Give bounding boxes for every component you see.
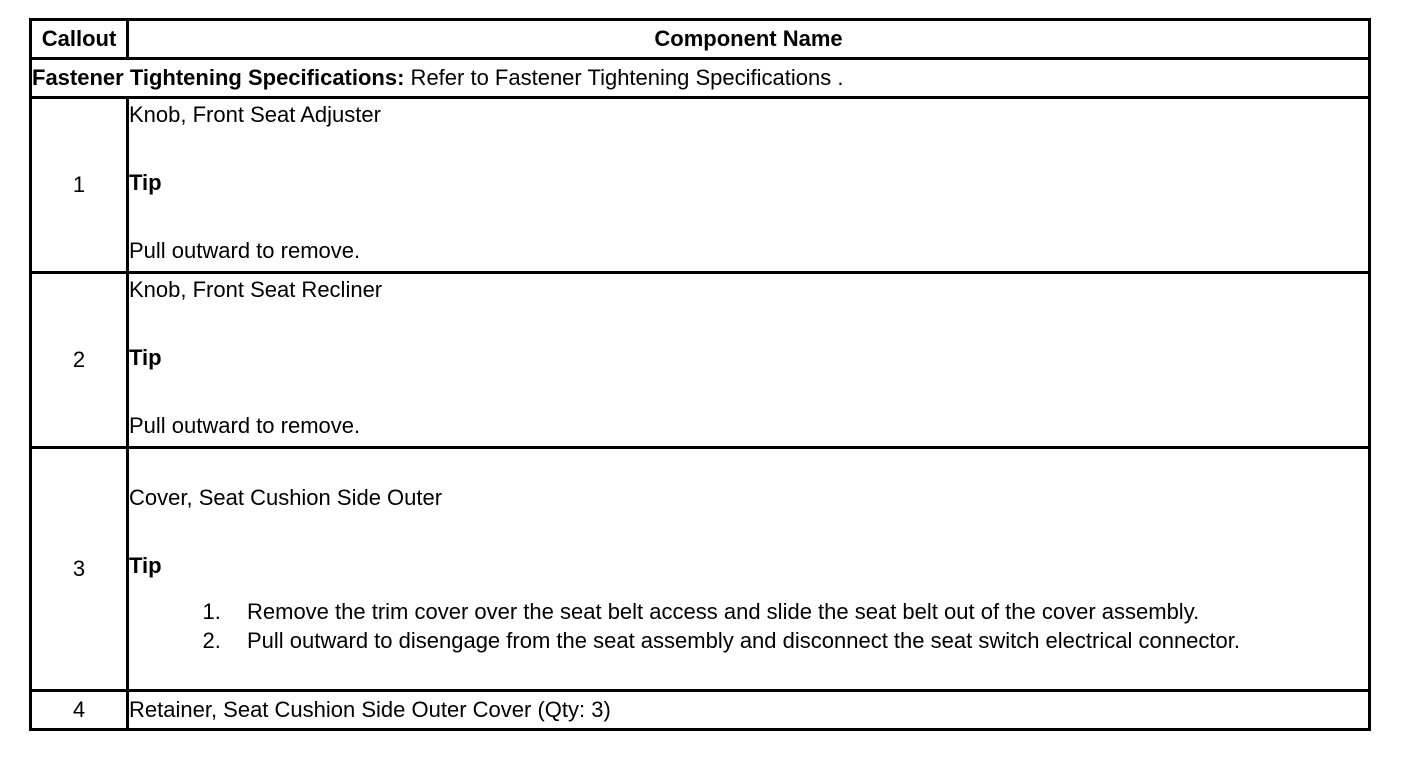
tip-step: 2. Pull outward to disengage from the seat assembly and disconnect the seat switch electrical connector. [227,626,1368,655]
tip-label: Tip [129,345,162,370]
component-table [29,18,1371,731]
fastener-spec-cell [31,59,1370,98]
component-cell [128,98,1370,273]
tip-steps-list [129,597,1368,655]
tip-label: Tip [129,170,162,195]
component-name: Knob, Front Seat Adjuster [129,102,381,127]
tip-text: Pull outward to remove. [129,238,361,263]
fastener-spec-row [31,59,1370,98]
table-row [31,98,1370,273]
tip-text: Pull outward to remove. [129,413,361,438]
callout-number: 4 [31,691,128,730]
component-cell [128,273,1370,448]
component-name: Cover, Seat Cushion Side Outer [129,485,443,510]
tip-step: 1. Remove the trim cover over the seat belt access and slide the seat belt out of the cover assembly. [227,597,1368,626]
fastener-spec-link-text[interactable]: Refer to Fastener Tightening Specifications . [404,65,844,90]
component-cell [128,448,1370,691]
component-name: Knob, Front Seat Recliner [129,277,383,302]
component-name: Retainer, Seat Cushion Side Outer Cover (Qty: 3) [128,691,1370,730]
table-row [31,448,1370,691]
callout-column-header: Callout [31,20,128,59]
fastener-spec-label: Fastener Tightening Specifications: [32,65,405,90]
table-row [31,273,1370,448]
component-name-column-header: Component Name [128,20,1370,59]
callout-number: 1 [31,98,128,273]
callout-number: 2 [31,273,128,448]
tip-label: Tip [129,553,162,578]
table-row [31,691,1370,730]
table-header-row [31,20,1370,59]
callout-number: 3 [31,448,128,691]
